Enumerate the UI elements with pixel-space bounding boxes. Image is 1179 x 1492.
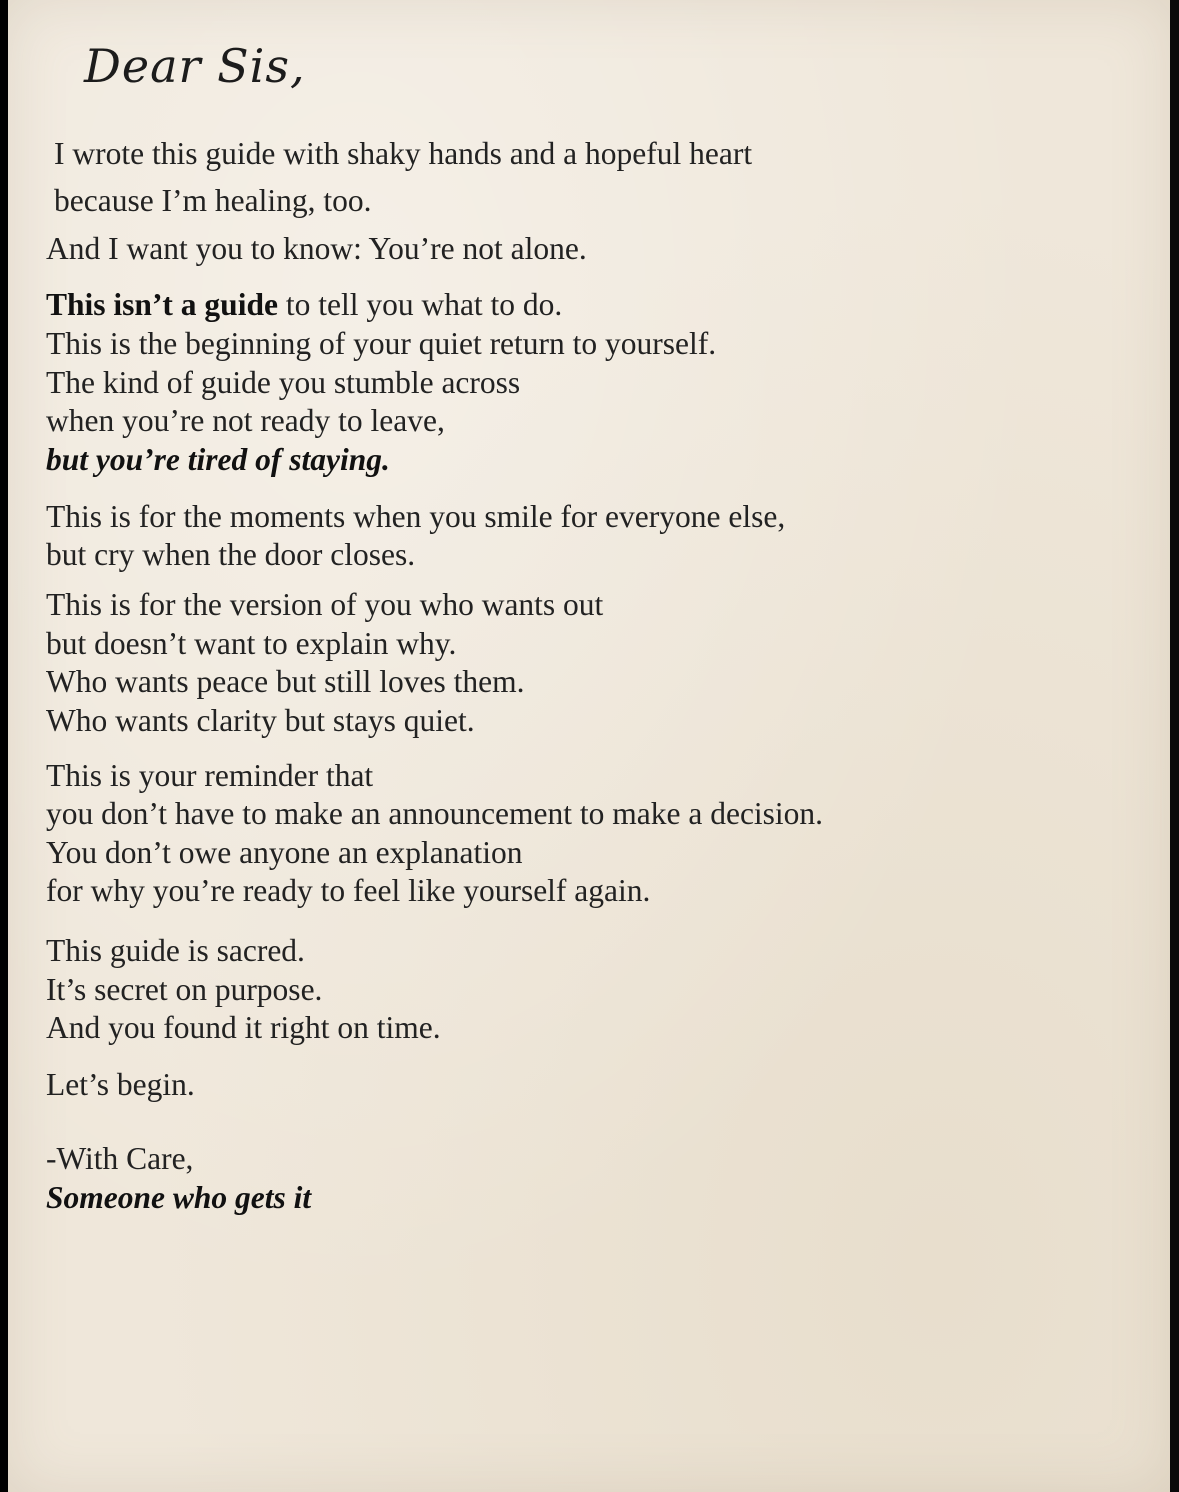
p1-line3: And I want you to know: You’re not alone.: [46, 231, 587, 266]
p5-line1: This is your reminder that: [46, 758, 374, 793]
p5-line3: You don’t owe anyone an explanation: [46, 835, 523, 870]
p4-line3: Who wants peace but still loves them.: [46, 664, 525, 699]
p2-line3: The kind of guide you stumble across: [46, 365, 521, 400]
p2-line2: This is the beginning of your quiet return to yourself.: [46, 326, 717, 361]
p4-line1: This is for the version of you who wants out: [46, 587, 604, 622]
p6-line3: And you found it right on time.: [46, 1010, 441, 1045]
page-edge-shadow: [1170, 0, 1179, 1492]
p2-line5: but you’re tired of staying.: [46, 442, 390, 477]
p1-line2: because I’m healing, too.: [54, 183, 372, 218]
p5-line2: you don’t have to make an announcement to make a decision.: [46, 796, 824, 831]
signature: Someone who gets it: [46, 1180, 312, 1215]
p4-line4: Who wants clarity but stays quiet.: [46, 703, 475, 738]
p3-line1: This is for the moments when you smile for everyone else,: [46, 499, 786, 534]
p5-line4: for why you’re ready to feel like yourself again.: [46, 873, 651, 908]
p6-line2: It’s secret on purpose.: [46, 972, 323, 1007]
p4-line2: but doesn’t want to explain why.: [46, 626, 457, 661]
p2-line1-rest: to tell you what to do.: [277, 287, 563, 322]
p2-line4: when you’re not ready to leave,: [46, 403, 445, 438]
p2-line1: [46, 286, 562, 324]
closing-line: -With Care,: [46, 1141, 194, 1176]
salutation: Dear Sis,: [84, 39, 306, 93]
p7-line1: Let’s begin.: [46, 1067, 195, 1102]
p3-line2: but cry when the door closes.: [46, 537, 416, 572]
p1-line1: I wrote this guide with shaky hands and a hopeful heart: [54, 136, 753, 171]
p2-line1-bold: This isn’t a guide: [46, 287, 278, 322]
letter-page: [8, 0, 1170, 1492]
p6-line1: This guide is sacred.: [46, 933, 305, 968]
